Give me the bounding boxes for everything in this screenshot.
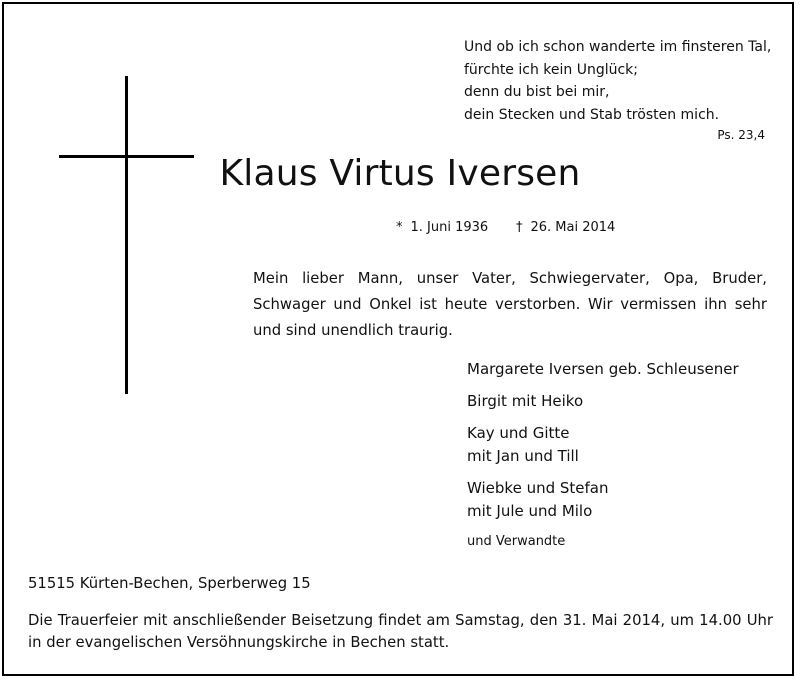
birth-symbol: * (396, 220, 403, 235)
bible-verse (464, 36, 771, 126)
birth-date-line (396, 220, 488, 235)
mourner-entry (467, 390, 583, 413)
mourner-name: Kay und Gitte (467, 424, 570, 442)
verse-line: dein Stecken und Stab trösten mich. (464, 106, 720, 123)
mourner-name: Birgit mit Heiko (467, 392, 584, 410)
birth-date: 1. Juni 1936 (410, 220, 489, 235)
verse-reference: Ps. 23,4 (717, 128, 765, 142)
mourner-children: mit Jule und Milo (467, 502, 593, 520)
mourner-name: Wiebke und Stefan (467, 479, 609, 497)
mourner-entry (467, 422, 579, 468)
verse-line: denn du bist bei mir, (464, 84, 610, 100)
mourner-entry (467, 477, 608, 523)
death-date-line (516, 220, 615, 235)
mourner-entry (467, 358, 739, 381)
relatives-line: und Verwandte (467, 534, 566, 549)
deceased-name: Klaus Virtus Iversen (219, 153, 581, 194)
cross-vertical-bar (125, 76, 128, 394)
verse-line: fürchte ich kein Unglück; (464, 61, 639, 78)
funeral-information: Die Trauerfeier mit anschließender Beisetzung findet am Samstag, den 31. Mai 2014, um 14.00 Uhr in der evangelischen Versöhnungskirche in Bechen statt. (28, 612, 773, 651)
death-date: 26. Mai 2014 (530, 220, 616, 235)
mourner-name: Margarete Iversen geb. Schleusener (467, 360, 739, 378)
announcement-text: Mein lieber Mann, unser Vater, Schwiegervater, Opa, Bruder, Schwager und Onkel ist heute verstorben. Wir vermissen ihn sehr und sind unendlich traurig. (253, 270, 767, 339)
family-address: 51515 Kürten-Bechen, Sperberweg 15 (28, 575, 311, 592)
mourner-children: mit Jan und Till (467, 447, 579, 465)
verse-line: Und ob ich schon wanderte im finsteren Tal, (464, 39, 772, 55)
death-symbol: † (516, 220, 523, 235)
